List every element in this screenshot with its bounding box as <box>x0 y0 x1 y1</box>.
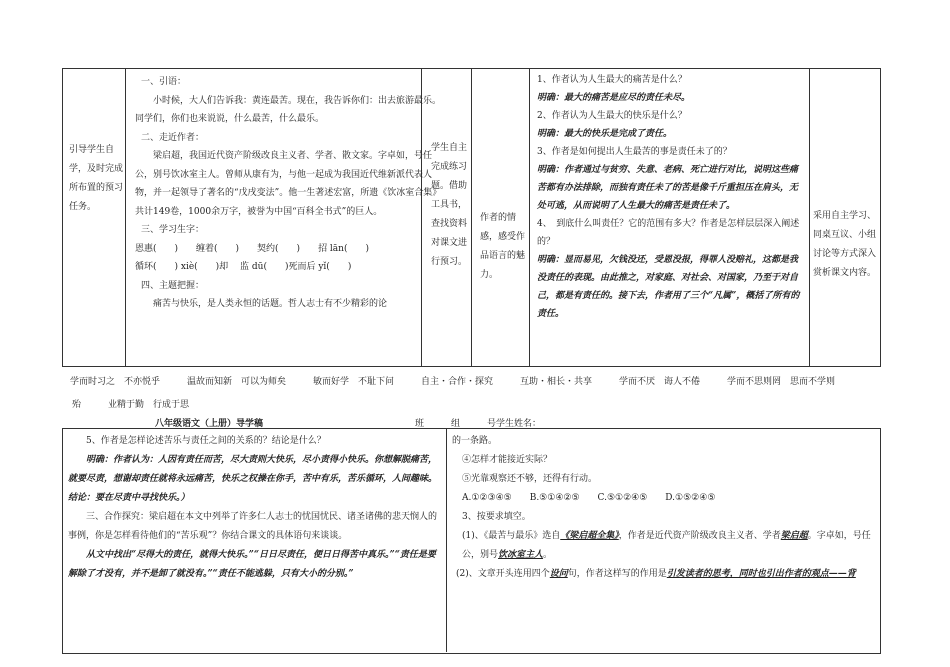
teacher-guidance: 引导学生自学，及时完成所布置的预习任务。 <box>69 145 124 212</box>
answer: 明确：作者通过与贫穷、失意、老病、死亡进行对比，说明这些痛苦都有办法排除，而独有责任未了的苦是像千斤重担压在肩头，无处可逃，从而说明了人生最大的痛苦是责任未了。 <box>537 165 799 211</box>
right-column <box>452 432 876 584</box>
section-title: 二、走近作者： <box>141 132 205 143</box>
answer: 明确：最大的快乐是完成了责任。 <box>537 129 673 139</box>
section-title: 一、引语： <box>141 77 187 87</box>
answer-options: A.①②③④⑤ B.⑤①④②⑤ C.⑤①②④⑤ D.①⑤②④⑤ <box>462 493 716 503</box>
student-activity: 学生自主完成练习题。借助工具书，查找资料对课文进行预习。 <box>431 143 468 267</box>
col-divider <box>446 428 447 652</box>
col-divider <box>809 69 810 366</box>
preview-content <box>135 73 441 314</box>
section-title: 三、学习生字： <box>141 225 205 235</box>
answer: 明确：作者认为：人因有责任而苦，尽大责则大快乐，尽小责得小快乐。你想解脱痛苦，就要尽责，想谢却责任就将永远痛苦，快乐之权操在你手，苦中有乐，苦乐循环，人间趣味。 结论：要在尽责中寻找快乐。） <box>68 455 442 503</box>
filled-answer: 饮冰室主人 <box>498 550 544 560</box>
study-table-top <box>62 68 881 367</box>
filled-answer: 梁启超 <box>780 531 808 541</box>
answer: 明确：最大的痛苦是应尽的责任未尽。 <box>537 93 691 103</box>
student-info-line: 班 组 号学生姓名： <box>415 419 542 429</box>
answer: 从文中找出“尽得大的责任，就得大快乐。”“日日尽责任，便日日得苦中真乐。”“责任是要解除了才没有，并不是卸了就没有。”“责任不能逃躲，只有大小的分别。” <box>68 550 436 579</box>
section-title: 四、主题把握： <box>141 280 205 291</box>
fill-blank-2: (2)、文章开头连用四个设问句，作者这样写的作用是引发读者的思考，同时也引出作者的观点——背 <box>456 569 856 579</box>
left-column <box>68 432 444 584</box>
text-line: 的一条路。 <box>452 436 498 446</box>
col-divider <box>125 69 126 366</box>
theme-text: 痛苦与快乐，是人类永恒的话题。哲人志士有不少精彩的论 <box>153 299 388 309</box>
text-line: ⑤光靠观察还不够，还得有行动。 <box>462 474 598 484</box>
vocab-line: 恩惠( ) 缠着( ) 契约( ) 招 lān( ) <box>135 243 369 254</box>
question: 2、作者认为人生最大的快乐是什么？ <box>537 111 687 121</box>
fill-blank-1: (1)、《最苦与最乐》选自《梁启超全集》，作者是近代资产阶级改良主义者、学者梁启超。字卓如，号任公，别号饮冰室主人。 <box>462 531 871 560</box>
learning-method: 采用自主学习、同桌互议、小组讨论等方式深入赏析课文内容。 <box>813 211 877 278</box>
question: 5、作者是怎样论述苦乐与责任之间的关系的？结论是什么？ <box>86 436 326 446</box>
question: 4、 到底什么叫责任？它的范围有多大？作者是怎样层层深入阐述的？ <box>537 219 800 247</box>
filled-answer: 《梁启超全集》 <box>560 531 619 541</box>
filled-answer: 引发读者的思考，同时也引出作者的观点——背 <box>666 569 856 579</box>
learning-goal: 作者的情感，感受作品语言的魅力。 <box>480 213 526 280</box>
discussion-prompt: 三、合作探究：梁启超在本文中列举了许多仁人志士的忧国忧民、诸圣诸佛的悲天悯人的事例，你是怎样看待他们的“苦乐观”？你结合课文的具体语句来谈谈。 <box>68 512 438 541</box>
motto-line: 学而时习之 不亦悦乎 温故而知新 可以为师矣 敏而好学 不耻下问 自主・合作・探究 互助・相长・共享 学而不厌 诲人不倦 学而不思则罔 思而不学则 <box>70 377 836 387</box>
answer: 明确：显而易见，欠钱没还，受恩没报，得罪人没赔礼，这都是我没责任的表现。由此推之，对家庭、对社会、对国家，乃至于对自己，都是有责任的。接下去，作者用了三个“凡属”，概括了所有的责任。 <box>537 255 800 319</box>
motto-line: 殆 业精于勤 行成于思 <box>72 400 190 410</box>
filled-answer: 设问 <box>549 569 568 579</box>
text-line: ④怎样才能接近实际？ <box>462 455 553 465</box>
page-title: 八年级语文（上册）导学稿 <box>155 419 264 429</box>
qa-section <box>537 71 805 323</box>
author-text: 梁启超，我国近代资产阶级改良主义者、学者、散文家。字卓如，号任公，别号饮冰室主人。曾师从康有为，与他一起成为我国近代维新派代表人物，并一起领导了著名的“戊戌变法”。他一生著述宏富，所遗《饮冰室合集》共计149卷，1000余万字，被誉为中国“百科全书式”的巨人。 <box>135 151 437 217</box>
question: 1、作者认为人生最大的痛苦是什么？ <box>537 75 687 85</box>
text-line: 3、按要求填空。 <box>462 512 531 522</box>
vocab-line: 循环( ) xiè( )却 监 dū( )死而后 yǐ( ) <box>135 262 352 272</box>
intro-text: 小时候，大人们告诉我：黄连最苦。现在，我告诉你们：出去旅游最乐。同学们，你们也来说说，什么最苦，什么最乐。 <box>135 95 442 124</box>
question: 3、作者是如何提出人生最苦的事是责任未了的？ <box>537 147 732 157</box>
